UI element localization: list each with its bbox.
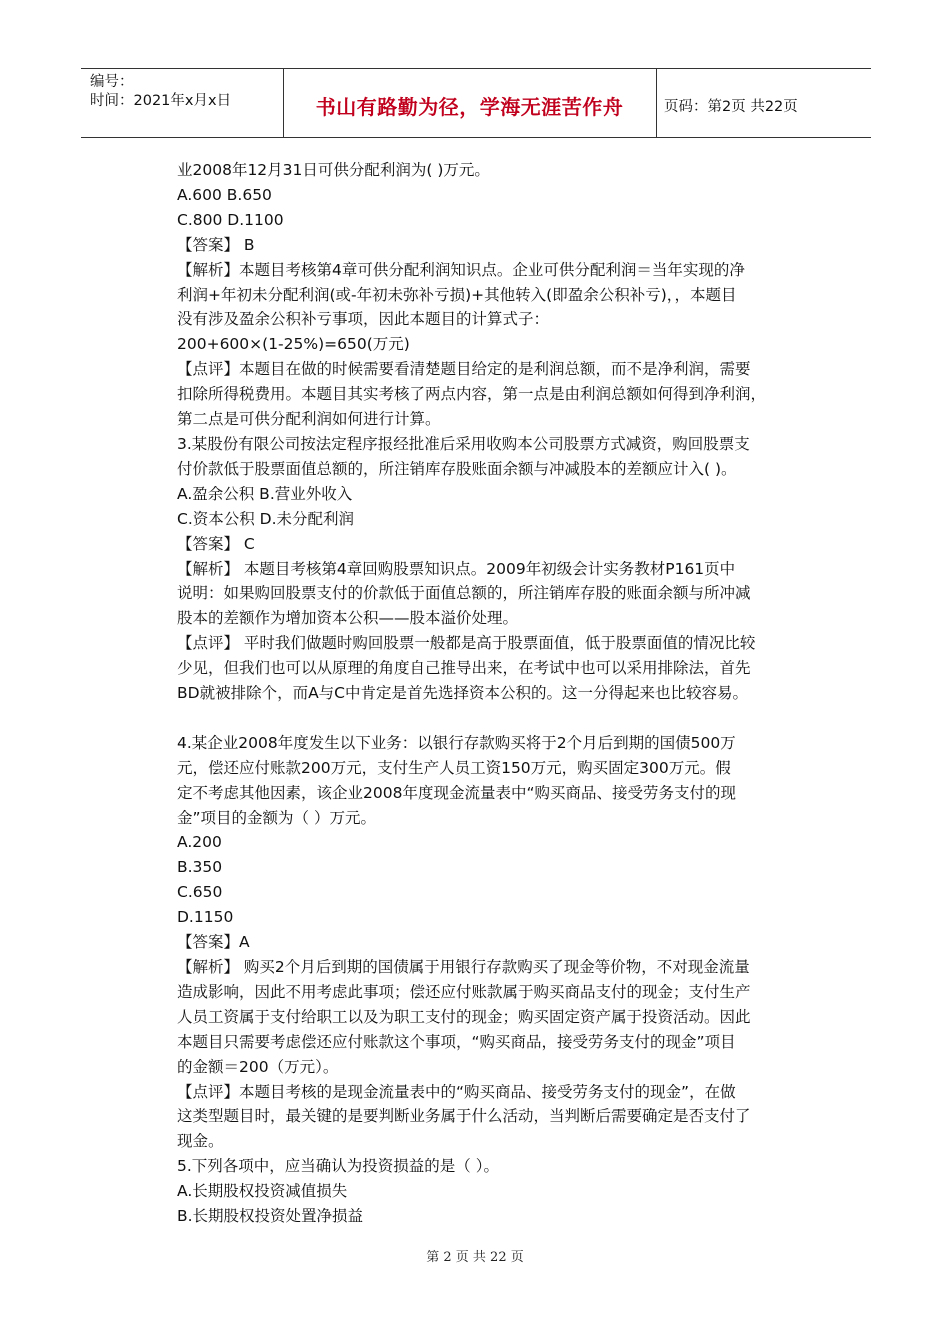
text-line: 利润+年初未分配利润(或-年初未弥补亏损)+其他转入(即盈余公积补亏)，，本题目	[177, 285, 737, 304]
text-line: B.长期股权投资处置净损益	[177, 1207, 364, 1226]
text-line: 没有涉及盈余公积补亏事项，因此本题目的计算式子：	[177, 310, 550, 329]
text-line: 【点评】本题目在做的时候需要看清楚题目给定的是利润总额，而不是净利润，需要	[177, 360, 751, 379]
text-line: A.600 B.650	[177, 185, 272, 204]
text-line: 【解析】本题目考核第4章可供分配利润知识点。企业可供分配利润＝当年实现的净	[177, 260, 745, 279]
document-body	[177, 158, 817, 1229]
text-line: 【点评】 平时我们做题时购回股票一般都是高于股票面值，低于股票面值的情况比较	[177, 634, 756, 653]
text-line: 业2008年12月31日可供分配利润为( )万元。	[177, 161, 490, 179]
text-line: 3.某股份有限公司按法定程序报经批准后采用收购本公司股票方式减资，购回股票支	[177, 434, 750, 453]
text-line: 【解析】 本题目考核第4章回购股票知识点。2009年初级会计实务教材P161页中	[177, 559, 736, 578]
text-line: 付价款低于股票面值总额的，所注销库存股账面余额与冲减股本的差额应计入( )。	[177, 459, 737, 478]
document-code-label: 编号：	[90, 74, 134, 90]
text-line: 200+600×(1-25%)=650(万元)	[177, 335, 410, 354]
text-line: 说明：如果购回股票支付的价款低于面值总额的，所注销库存股的账面余额与所冲减	[177, 584, 751, 603]
blank-line	[177, 706, 817, 731]
text-line: 【点评】本题目考核的是现金流量表中的“购买商品、接受劳务支付的现金”，在做	[177, 1082, 736, 1101]
text-line: C.资本公积 D.未分配利润	[177, 509, 355, 528]
text-line: A.200	[177, 833, 222, 852]
page-header	[81, 68, 871, 138]
text-line: 这类型题目时，最关键的是要判断业务属于什么活动，当判断后需要确定是否支付了	[177, 1107, 751, 1126]
text-line: 【答案】 C	[177, 534, 255, 553]
text-line: 【答案】A	[177, 933, 250, 952]
text-line: B.350	[177, 858, 223, 877]
text-line: 扣除所得税费用。本题目其实考核了两点内容，第一点是由利润总额如何得到净利润，	[177, 385, 767, 404]
header-motto-cell	[283, 69, 657, 137]
text-line: 现金。	[177, 1132, 224, 1151]
text-line: 金”项目的金额为（ ）万元。	[177, 808, 376, 827]
text-line: 造成影响，因此不用考虑此事项；偿还应付账款属于购买商品支付的现金；支付生产	[177, 982, 751, 1001]
text-line: 少见，但我们也可以从原理的角度自己推导出来，在考试中也可以采用排除法，首先	[177, 659, 751, 678]
text-line: A.长期股权投资减值损失	[177, 1182, 348, 1201]
document-date-label: 时间：2021年x月x日	[90, 93, 232, 109]
text-line: 定不考虑其他因素，该企业2008年度现金流量表中“购买商品、接受劳务支付的现	[177, 783, 736, 802]
text-line: 本题目只需要考虑偿还应付账款这个事项，“购买商品，接受劳务支付的现金”项目	[177, 1032, 736, 1051]
text-line: 5.下列各项中，应当确认为投资损益的是（ ）。	[177, 1157, 499, 1176]
header-motto: 书山有路勤为径，学海无涯苦作舟	[315, 94, 624, 119]
text-line: 【解析】 购买2个月后到期的国债属于用银行存款购买了现金等价物，不对现金流量	[177, 957, 750, 976]
header-meta-cell	[81, 69, 284, 137]
text-line: 人员工资属于支付给职工以及为职工支付的现金；购买固定资产属于投资活动。因此	[177, 1007, 751, 1026]
header-page-info: 页码：第2页 共22页	[664, 98, 798, 115]
text-line: C.800 D.1100	[177, 210, 284, 229]
text-line: C.650	[177, 883, 223, 902]
text-line: 股本的差额作为增加资本公积——股本溢价处理。	[177, 609, 519, 628]
text-line: A.盈余公积 B.营业外收入	[177, 484, 353, 503]
text-line: 元，偿还应付账款200万元，支付生产人员工资150万元，购买固定300万元。假	[177, 758, 731, 777]
text-line: BD就被排除个，而A与C中肯定是首先选择资本公积的。这一分得起来也比较容易。	[177, 684, 748, 703]
page-footer: 第 2 页 共 22 页	[426, 1250, 524, 1265]
text-line: 4.某企业2008年度发生以下业务：以银行存款购买将于2个月后到期的国债500万	[177, 733, 736, 752]
text-line: 【答案】 B	[177, 235, 255, 254]
header-page-cell	[657, 69, 871, 137]
text-line: 第二点是可供分配利润如何进行计算。	[177, 410, 441, 429]
text-line: D.1150	[177, 908, 234, 927]
text-line: 的金额＝200（万元）。	[177, 1057, 339, 1076]
